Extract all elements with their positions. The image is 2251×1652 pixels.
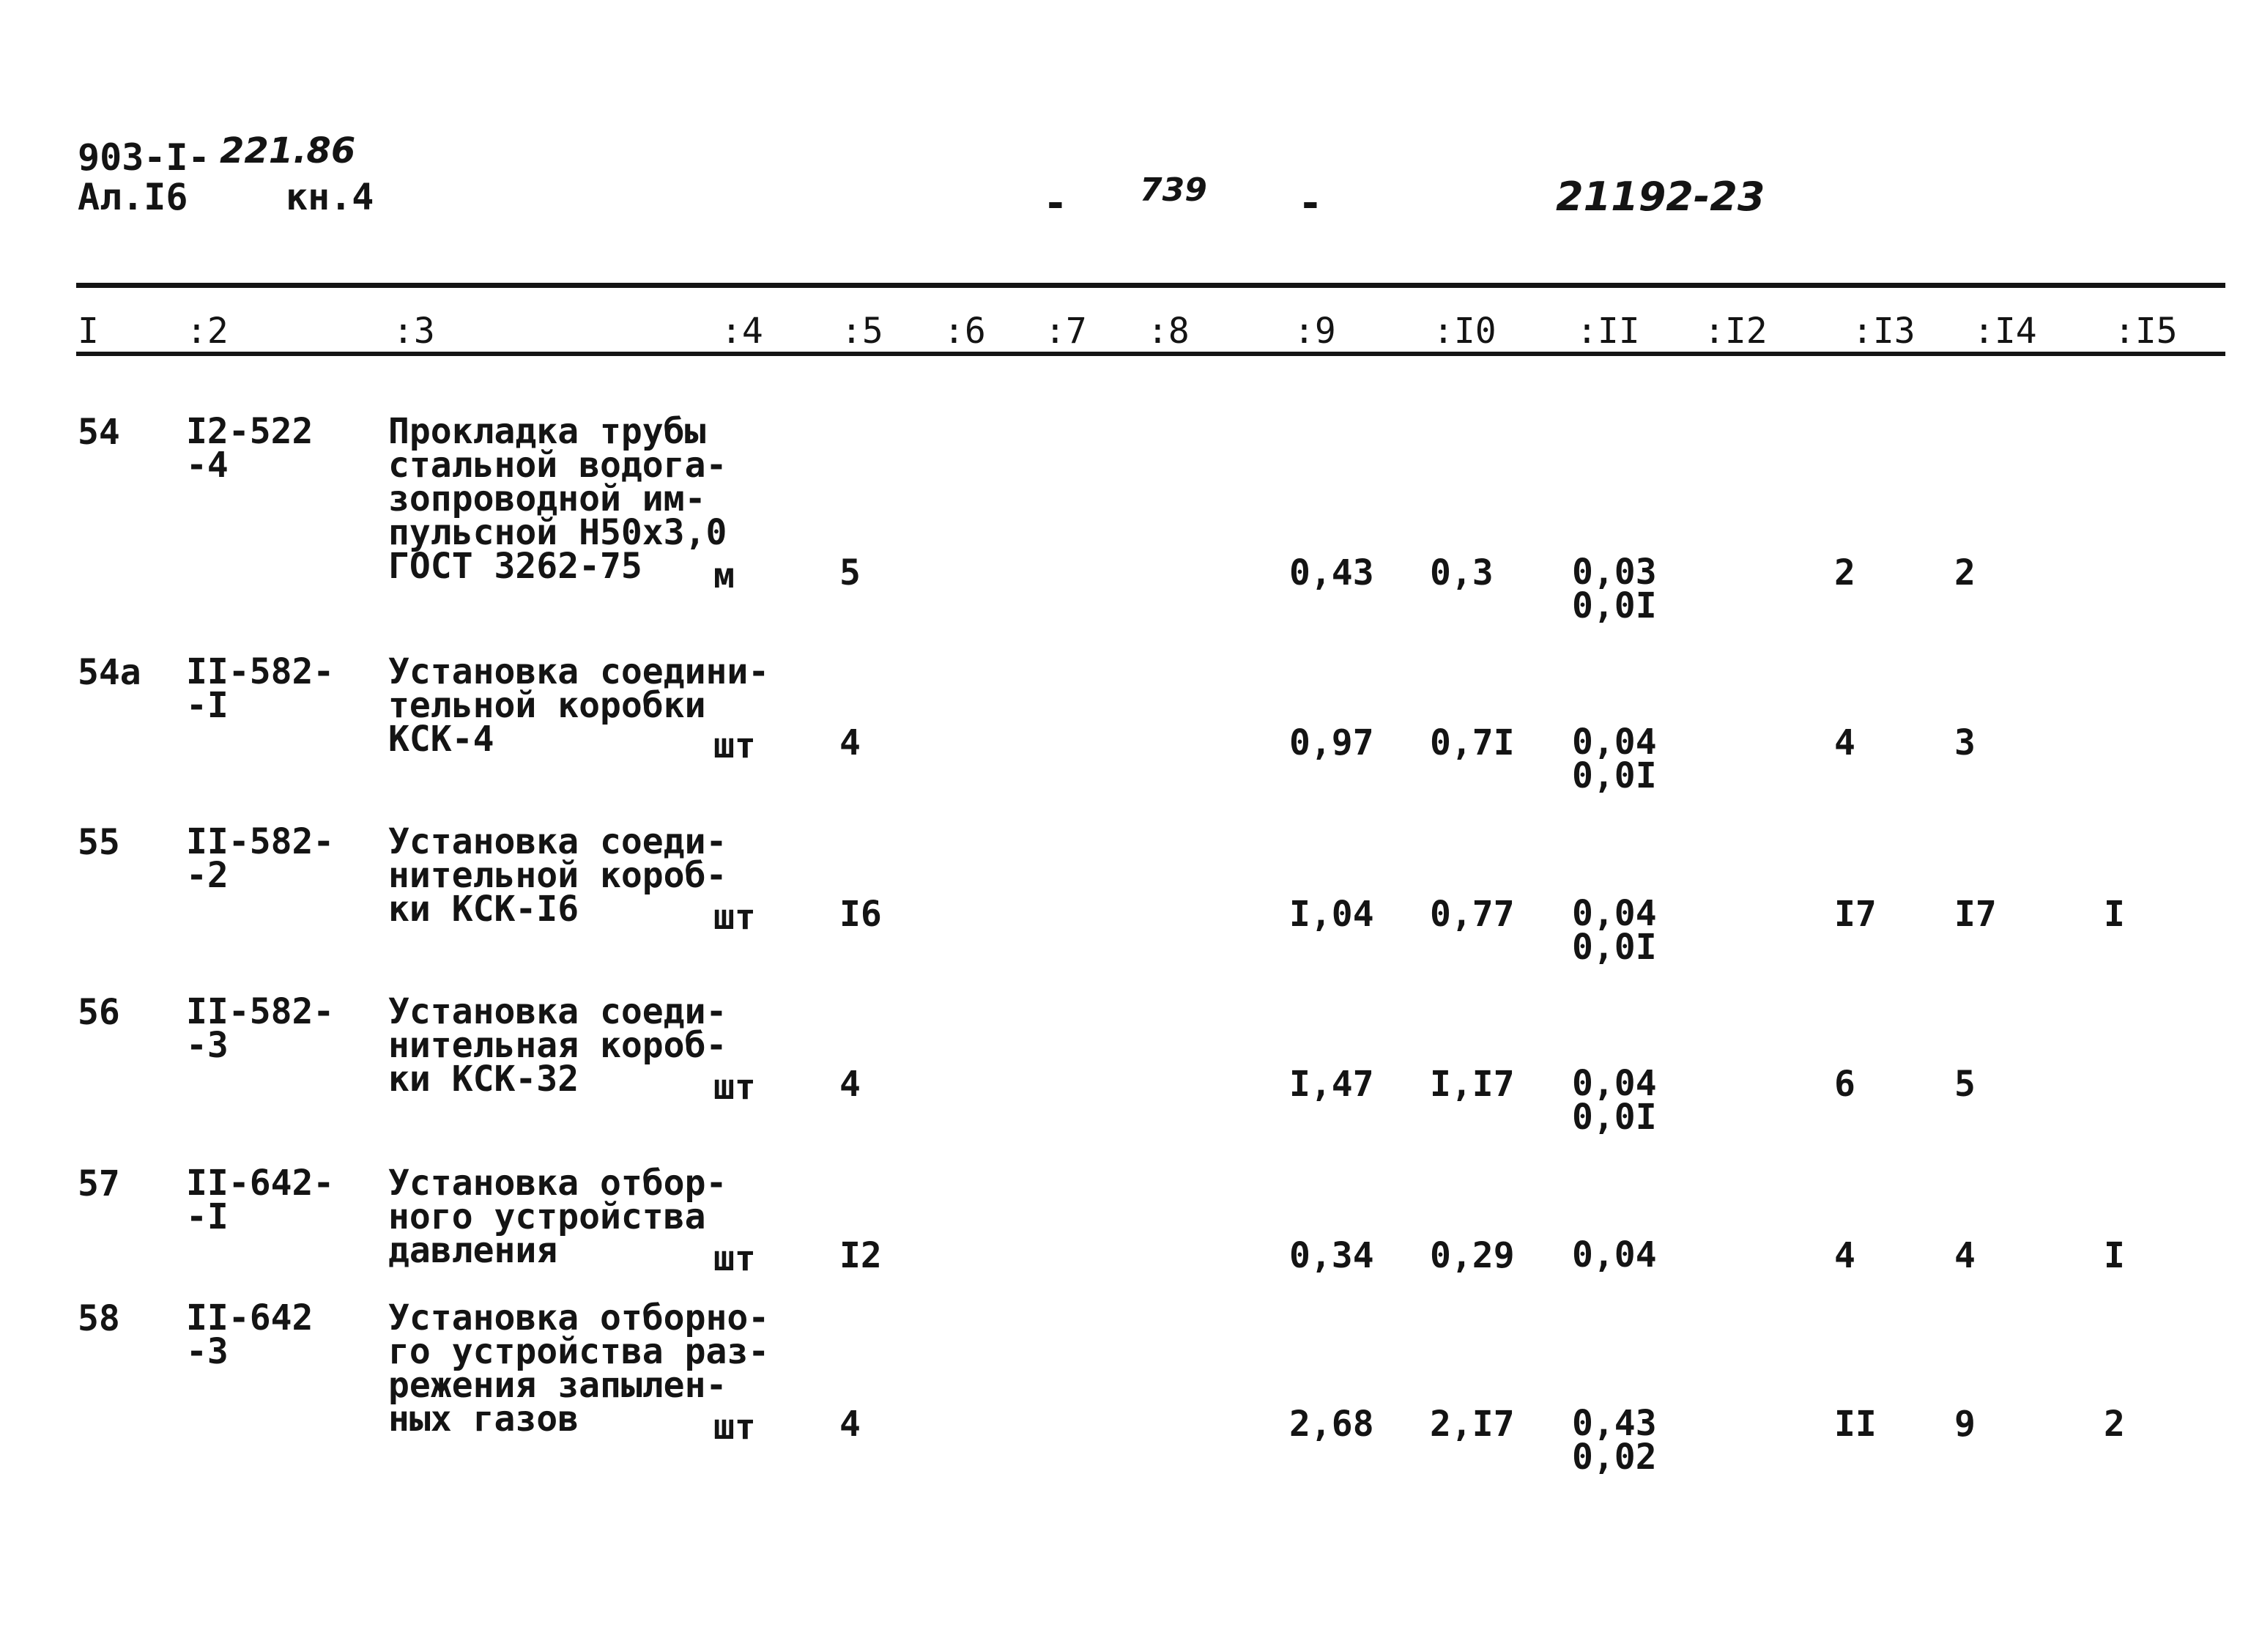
col13-value: 6 [1834, 1064, 1855, 1105]
quantity: 4 [839, 1064, 861, 1105]
row-number: 58 [78, 1298, 120, 1339]
price-code: II-642 -3 [186, 1297, 314, 1372]
col15-value: I [2104, 1235, 2125, 1276]
price-code: II-642- -I [186, 1163, 335, 1237]
col9-value: I,47 [1289, 1064, 1374, 1105]
column-header-1: I [78, 311, 99, 352]
col11-value: 0,43 0,02 [1572, 1403, 1657, 1478]
quantity: 4 [839, 1404, 861, 1445]
unit: шт [713, 725, 756, 766]
work-description: Установка отборно- го устройства раз- режения запылен- ных газов [388, 1297, 770, 1440]
column-header-10: :I0 [1433, 311, 1497, 352]
col10-value: 0,7I [1430, 722, 1515, 763]
column-header-11: :II [1576, 311, 1640, 352]
work-description: Установка соедини- тельной коробки КСК-4 [388, 651, 770, 760]
column-header-14: :I4 [1973, 311, 2037, 352]
column-header-8: :8 [1147, 311, 1190, 352]
col11-value: 0,03 0,0I [1572, 552, 1657, 626]
quantity: I2 [839, 1235, 882, 1276]
col10-value: 0,29 [1430, 1235, 1515, 1276]
column-header-5: :5 [841, 311, 883, 352]
work-description: Установка отбор- ного устройства давления [388, 1163, 727, 1271]
column-header-4: :4 [721, 311, 763, 352]
header-rule [76, 352, 2225, 356]
price-code: II-582- -2 [186, 821, 335, 896]
row-number: 54 [78, 412, 120, 453]
column-header-15: :I5 [2114, 311, 2178, 352]
col9-value: I,04 [1289, 894, 1374, 935]
col14-value: 5 [1954, 1064, 1976, 1105]
doc-code: 903-I- [78, 136, 210, 179]
column-header-6: :6 [943, 311, 986, 352]
work-description: Установка соеди- нительной короб- ки КСК-I6 [388, 821, 727, 930]
unit: шт [713, 1238, 756, 1279]
top-rule [76, 283, 2225, 288]
col9-value: 0,34 [1289, 1235, 1374, 1276]
col10-value: 0,3 [1430, 552, 1494, 593]
price-code: I2-522 -4 [186, 411, 314, 486]
row-number: 55 [78, 822, 120, 863]
col13-value: I7 [1834, 894, 1877, 935]
col13-value: 4 [1834, 1235, 1855, 1276]
column-header-9: :9 [1294, 311, 1336, 352]
col11-value: 0,04 [1572, 1234, 1657, 1275]
col11-value: 0,04 0,0I [1572, 893, 1657, 968]
col13-value: 4 [1834, 722, 1855, 763]
page-number: 739 [1140, 171, 1207, 209]
col10-value: 0,77 [1430, 894, 1515, 935]
unit: шт [713, 897, 756, 938]
col10-value: I,I7 [1430, 1064, 1515, 1105]
quantity: 5 [839, 552, 861, 593]
price-code: II-582- -I [186, 651, 335, 726]
dash-left: - [1043, 179, 1068, 227]
quantity: 4 [839, 722, 861, 763]
row-number: 54а [78, 652, 141, 693]
sheet-code: 21192-23 [1556, 174, 1765, 220]
col9-value: 2,68 [1289, 1404, 1374, 1445]
col9-value: 0,97 [1289, 722, 1374, 763]
work-description: Прокладка трубы стальной водога- зопроводной им- пульсной Н50х3,0 ГОСТ 3262-75 [388, 411, 727, 587]
price-code: II-582- -3 [186, 991, 335, 1066]
col10-value: 2,I7 [1430, 1404, 1515, 1445]
column-header-13: :I3 [1852, 311, 1916, 352]
col14-value: 3 [1954, 722, 1976, 763]
unit: шт [713, 1067, 756, 1108]
col13-value: II [1834, 1404, 1877, 1445]
row-number: 57 [78, 1163, 120, 1204]
col15-value: I [2104, 894, 2125, 935]
unit: м [713, 555, 735, 596]
row-number: 56 [78, 992, 120, 1033]
col14-value: 2 [1954, 552, 1976, 593]
doc-code-handwritten: 221.86 [220, 130, 356, 171]
column-header-3: :3 [393, 311, 435, 352]
album-label: Ал.I6 [78, 176, 188, 218]
col13-value: 2 [1834, 552, 1855, 593]
col9-value: 0,43 [1289, 552, 1374, 593]
col11-value: 0,04 0,0I [1572, 722, 1657, 796]
work-description: Установка соеди- нительная короб- ки КСК-32 [388, 991, 727, 1100]
col15-value: 2 [2104, 1404, 2125, 1445]
dash-right: - [1298, 179, 1323, 227]
unit: шт [713, 1407, 756, 1448]
book-label: кн.4 [286, 176, 374, 218]
col11-value: 0,04 0,0I [1572, 1063, 1657, 1138]
column-header-7: :7 [1045, 311, 1087, 352]
col14-value: I7 [1954, 894, 1997, 935]
col14-value: 4 [1954, 1235, 1976, 1276]
quantity: I6 [839, 894, 882, 935]
column-header-2: :2 [186, 311, 229, 352]
column-header-12: :I2 [1704, 311, 1768, 352]
col14-value: 9 [1954, 1404, 1976, 1445]
